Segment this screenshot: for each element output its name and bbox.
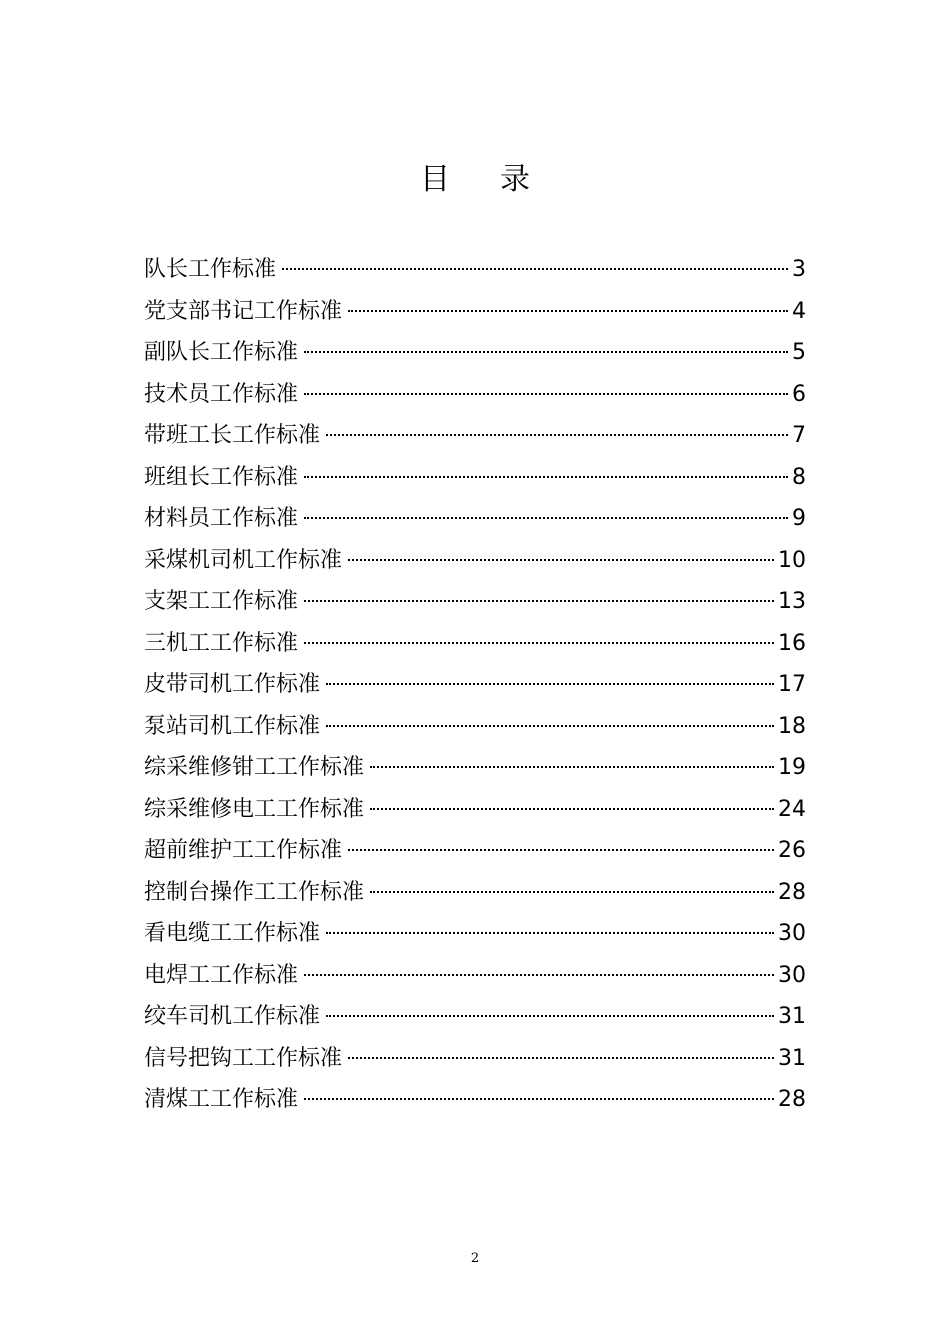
toc-entry-page-number: 28 xyxy=(778,879,806,905)
toc-entry-label: 副队长工作标准 xyxy=(144,340,299,365)
toc-entry-page-number: 31 xyxy=(778,1004,806,1029)
toc-entry[interactable] xyxy=(144,540,806,582)
toc-entry[interactable] xyxy=(144,415,806,457)
toc-entry-page-number: 28 xyxy=(778,1087,806,1112)
toc-entry-label: 综采维修钳工工作标准 xyxy=(144,755,365,780)
toc-entry-label: 技术员工作标准 xyxy=(144,381,299,407)
toc-entry-label: 信号把钩工工作标准 xyxy=(144,1045,343,1071)
toc-entry-label: 综采维修电工工作标准 xyxy=(144,796,365,822)
toc-entry-page-number: 19 xyxy=(778,755,806,780)
toc-entry[interactable] xyxy=(144,1079,806,1121)
toc-entry-label: 材料员工作标准 xyxy=(144,506,299,531)
table-of-contents xyxy=(144,249,806,1121)
toc-entry-label: 超前维护工工作标准 xyxy=(144,838,343,863)
toc-entry-page-number: 17 xyxy=(778,672,806,697)
toc-dot-leader xyxy=(370,808,774,810)
toc-entry-page-number: 26 xyxy=(778,838,806,863)
toc-entry-page-number: 16 xyxy=(778,630,806,656)
toc-dot-leader xyxy=(304,600,774,602)
page-title: 目录 xyxy=(420,162,580,197)
toc-dot-leader xyxy=(326,1015,774,1017)
toc-entry-label: 看电缆工工作标准 xyxy=(144,921,321,946)
toc-entry-label: 支架工工作标准 xyxy=(144,589,299,614)
toc-entry-label: 班组长工作标准 xyxy=(144,464,299,490)
toc-entry[interactable] xyxy=(144,581,806,623)
toc-entry-page-number: 9 xyxy=(792,506,806,531)
toc-entry-label: 泵站司机工作标准 xyxy=(144,713,321,739)
toc-entry-page-number: 5 xyxy=(792,340,806,365)
toc-entry-label: 绞车司机工作标准 xyxy=(144,1004,321,1029)
toc-entry[interactable] xyxy=(144,498,806,540)
toc-dot-leader xyxy=(370,766,774,768)
toc-entry-label: 队长工作标准 xyxy=(144,257,277,282)
toc-entry-page-number: 31 xyxy=(778,1045,806,1071)
toc-dot-leader xyxy=(304,476,788,478)
toc-dot-leader xyxy=(348,310,788,312)
toc-entry[interactable] xyxy=(144,706,806,748)
toc-entry-label: 采煤机司机工作标准 xyxy=(144,547,343,573)
toc-entry[interactable] xyxy=(144,664,806,706)
toc-entry-label: 控制台操作工工作标准 xyxy=(144,879,365,905)
page-number: 2 xyxy=(470,1251,480,1266)
toc-entry-page-number: 4 xyxy=(792,298,806,324)
toc-entry-label: 三机工工作标准 xyxy=(144,630,299,656)
toc-entry-page-number: 13 xyxy=(778,589,806,614)
toc-entry-label: 电焊工工作标准 xyxy=(144,962,299,988)
toc-entry[interactable] xyxy=(144,789,806,831)
toc-dot-leader xyxy=(304,351,788,353)
toc-entry-page-number: 10 xyxy=(778,547,806,573)
toc-entry[interactable] xyxy=(144,996,806,1038)
toc-entry-page-number: 30 xyxy=(778,962,806,988)
toc-entry-page-number: 8 xyxy=(792,464,806,490)
toc-entry[interactable] xyxy=(144,249,806,291)
toc-dot-leader xyxy=(348,849,774,851)
toc-entry[interactable] xyxy=(144,747,806,789)
toc-dot-leader xyxy=(304,517,788,519)
toc-entry[interactable] xyxy=(144,872,806,914)
toc-dot-leader xyxy=(304,974,774,976)
toc-dot-leader xyxy=(370,891,774,893)
toc-entry-label: 皮带司机工作标准 xyxy=(144,672,321,697)
toc-entry[interactable] xyxy=(144,913,806,955)
toc-entry-label: 带班工长工作标准 xyxy=(144,423,321,448)
toc-dot-leader xyxy=(326,725,774,727)
toc-entry[interactable] xyxy=(144,291,806,333)
toc-entry-page-number: 6 xyxy=(792,381,806,407)
toc-entry[interactable] xyxy=(144,1038,806,1080)
toc-dot-leader xyxy=(282,268,788,270)
toc-entry-page-number: 3 xyxy=(792,257,806,282)
toc-dot-leader xyxy=(348,559,774,561)
toc-entry-page-number: 30 xyxy=(778,921,806,946)
toc-dot-leader xyxy=(326,434,788,436)
toc-dot-leader xyxy=(326,683,774,685)
toc-entry[interactable] xyxy=(144,374,806,416)
toc-dot-leader xyxy=(326,932,774,934)
toc-entry-label: 清煤工工作标准 xyxy=(144,1087,299,1112)
toc-dot-leader xyxy=(304,393,788,395)
toc-dot-leader xyxy=(304,642,774,644)
toc-dot-leader xyxy=(304,1098,774,1100)
toc-entry[interactable] xyxy=(144,830,806,872)
toc-entry-label: 党支部书记工作标准 xyxy=(144,298,343,324)
toc-entry[interactable] xyxy=(144,955,806,997)
toc-entry[interactable] xyxy=(144,623,806,665)
toc-entry-page-number: 18 xyxy=(778,713,806,739)
toc-entry-page-number: 7 xyxy=(792,423,806,448)
toc-entry[interactable] xyxy=(144,332,806,374)
toc-entry-page-number: 24 xyxy=(778,796,806,822)
toc-dot-leader xyxy=(348,1057,774,1059)
toc-entry[interactable] xyxy=(144,457,806,499)
